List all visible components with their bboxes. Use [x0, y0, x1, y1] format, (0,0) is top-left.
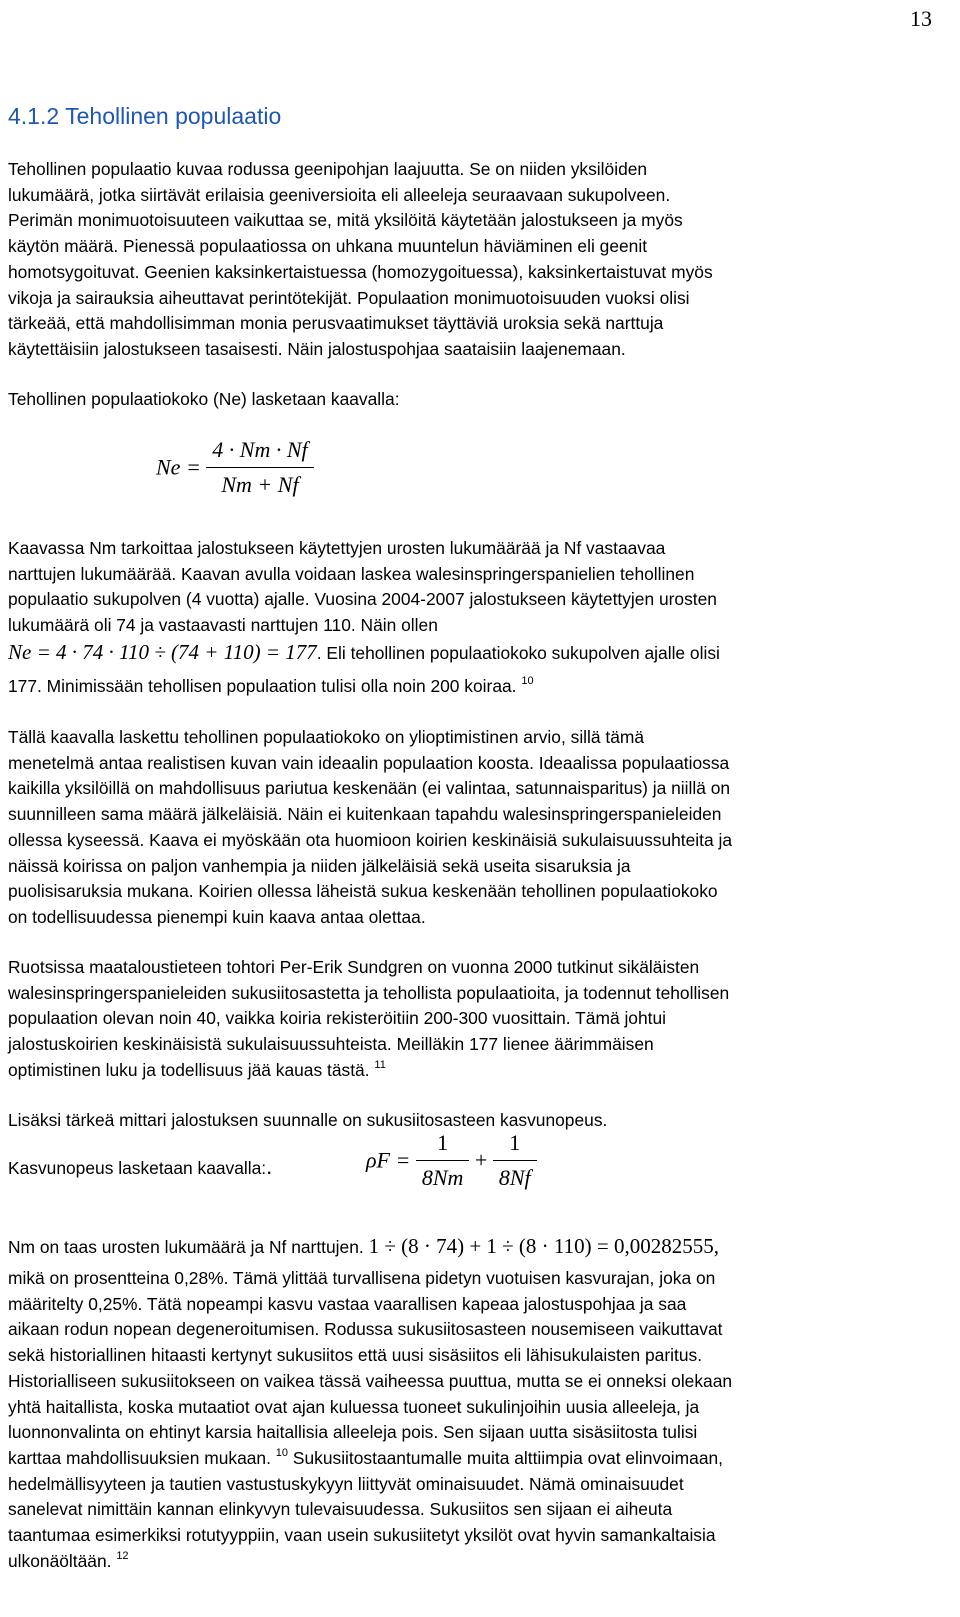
explanation-last-line [8, 674, 950, 700]
footnote-ref: 10 [275, 1446, 289, 1459]
rate-term1-numerator: 1 [416, 1130, 470, 1161]
sweden-line: walesinspringerspanieleiden sukusiitosastetta ja tehollista populaatioita, ja todennut tehollisen [8, 982, 730, 1003]
final-line: Historialliseen sukusiitokseen on vaikea tässä vaiheessa puuttua, mutta se ei onneksi olekaan [8, 1370, 733, 1391]
intro-line: homotsygoituvat. Geenien kaksinkertaistuessa (homozygoituessa), kaksinkertaistuvat myös [8, 261, 713, 282]
final-line: luonnonvalinta on ehtinyt karsia haitallisia alleeleja pois. Sen sijaan uutta sisäsiitosta tulisi [8, 1422, 698, 1443]
intro-line: tärkeää, että mahdollisimman monia perusvaatimukset täyttäviä uroksia sekä narttuja [8, 313, 664, 334]
ne-formula [156, 437, 314, 498]
critique-line: suunnilleen sama määrä jälkeläisiä. Näin ei kuitenkaan tapahdu walesinspringerspanieleiden [8, 804, 722, 825]
rate-calc-tail: , [713, 1234, 719, 1258]
ne-calculation-tail: . Eli tehollinen populaatiokoko sukupolven ajalle olisi [316, 643, 720, 663]
intro-line: lukumäärä, jotka siirtävät erilaisia geeniversioita eli alleeleja seuraavaan sukupolveen. [8, 184, 671, 205]
rate-term2-denominator: 8Nf [498, 1165, 531, 1190]
rate-calc-prefix: Nm on taas urosten lukumäärä ja Nf narttujen. [8, 1237, 364, 1257]
rate-formula-term2 [493, 1130, 537, 1191]
footnote-ref: 10 [521, 675, 534, 687]
final-line: karttaa mahdollisuuksien mukaan. $^{10}$ Sukusiitostaantumalle muita alttiimpia ovat elinvoimaan, [8, 1446, 724, 1468]
explanation-line: lukumäärä oli 74 ja vastaavasti narttujen 110. Näin ollen [8, 615, 438, 636]
inbreeding-intro-text: Lisäksi tärkeä mittari jalostuksen suunnalle on sukusiitosasteen kasvunopeus. [8, 1110, 608, 1130]
intro-line: Tehollinen populaatio kuvaa rodussa geenipohjan laajuutta. Se on niiden yksilöiden [8, 159, 648, 179]
final-line: sanelevat nimittäin kannan elinkyvyn tulevaisuudessa. Sukusiitos sen sijaan ei aiheuta [8, 1499, 673, 1520]
explanation-line: narttujen lukumäärää. Kaavan avulla voidaan laskea walesinspringerspanielien tehollinen [8, 563, 695, 584]
rate-formula [366, 1130, 537, 1191]
footnote-ref: 12 [116, 1549, 129, 1562]
final-line: määritelty 0,25%. Tätä nopeampi kasvu vastaa vaarallisen kapeaa jalostuspohjaa ja saa [8, 1293, 687, 1314]
rate-calculation: 1 ÷ (8 · 74) + 1 ÷ (8 · 110) = 0,00282555 [368, 1234, 714, 1258]
intro-line: Perimän monimuotoisuuteen vaikuttaa se, mitä yksilöitä käytetään jalostukseen ja myös [8, 210, 683, 231]
rate-formula-lhs: ρF = [366, 1147, 411, 1173]
final-line: yhtä haitallista, koska mutaatiot ovat ajan kuluessa tuoneet sukulinjoihin uusia alleeleja, ja [8, 1396, 700, 1417]
sweden-line: jalostuskoirien keskinäisistä sukulaisuussuhteista. Meilläkin 177 lienee äärimmäisen [8, 1034, 654, 1055]
rate-formula-term1 [416, 1130, 470, 1191]
final-line: aikaan rodun nopean degeneroitumisen. Rodussa sukusiitosasteen nousemiseen vaikuttavat [8, 1319, 723, 1340]
rate-term1-denominator: 8Nm [421, 1165, 464, 1190]
critique-line: kaikilla yksilöillä on mahdollisuus pariutua keskenään (ei valintaa, satunnaisparitus) ja niillä on [8, 778, 731, 799]
final-paragraph [8, 1266, 950, 1574]
explanation-paragraph [8, 536, 950, 639]
sweden-line: optimistinen luku ja todellisuus jää kauas tästä. $^{11}$ [8, 1058, 386, 1080]
intro-line: käytön määrä. Pienessä populaatiossa on uhkana muuntelun häviäminen eli geenit [8, 236, 648, 257]
ne-calculation: Ne = 4 · 74 · 110 ÷ (74 + 110) = 177 [8, 640, 317, 664]
ne-formula-lhs: Ne = [156, 454, 201, 480]
ne-formula-denominator: Nm + Nf [221, 472, 299, 497]
final-line: ulkonäöltään. $^{12}$ [8, 1549, 129, 1571]
page-number: 13 [910, 6, 932, 31]
explanation-last-text: 177. Minimissään tehollisen populaation tulisi olla noin 200 koiraa. [8, 676, 517, 696]
critique-line: on todellisuudessa pienempi kuin kaava antaa olettaa. [8, 906, 426, 927]
critique-line: näissä koirissa on paljon vanhempia ja niiden jälkeläisiä sekä useita sisaruksia ja [8, 855, 631, 876]
rate-formula-plus: + [474, 1147, 488, 1173]
sweden-line: populaation olevan noin 40, vaikka koiria rekisteröitiin 200-300 vuosittain. Tämä johtui [8, 1008, 667, 1029]
final-line: hedelmällisyyteen ja tautien vastustuskykyyn liittyvät ominaisuudet. Nämä ominaisuudet [8, 1473, 684, 1494]
section-title: 4.1.2 Tehollinen populaatio [8, 103, 282, 129]
final-line: taantumaa esimerkiksi rotutyyppiin, vaan usein sukusiitetyt yksilöt ovat hyvin samankaltaisia [8, 1525, 716, 1546]
sweden-line: Ruotsissa maataloustieteen tohtori Per-Erik Sundgren on vuonna 2000 tutkinut sikäläisten [8, 957, 700, 977]
critique-line: Tällä kaavalla laskettu tehollinen populaatiokoko on ylioptimistinen arvio, sillä tämä [8, 727, 645, 747]
rate-label: Kasvunopeus lasketaan kaavalla: [8, 1158, 267, 1178]
formula-intro [8, 387, 950, 413]
final-line: sekä historiallinen hitaasti kertynyt sukusiitos että uusi sisäsiitos eli lähisukulaisten paritus. [8, 1345, 703, 1366]
footnote-ref: 11 [374, 1058, 386, 1071]
critique-line: ollessa kyseessä. Kaava ei myöskään ota huomioon koirien keskinäisiä sukulaisuussuhteita ja [8, 829, 733, 850]
sweden-paragraph [8, 955, 950, 1084]
critique-line: puolisisaruksia mukana. Koirien ollessa läheistä sukua keskenään tehollinen populaatiokoko [8, 881, 718, 902]
rate-term2-numerator: 1 [493, 1130, 537, 1161]
intro-line: käytettäisiin jalostukseen tasaisesti. Näin jalostuspohjaa saataisiin laajenemaan. [8, 338, 626, 359]
rate-label-line: Kasvunopeus lasketaan kaavalla:. [8, 1154, 273, 1179]
intro-line: vikoja ja sairauksia aiheuttavat perintötekijät. Populaation monimuotoisuuden vuoksi olisi [8, 287, 690, 308]
ne-formula-fraction [206, 437, 313, 498]
critique-paragraph [8, 725, 950, 931]
explanation-line: Kaavassa Nm tarkoittaa jalostukseen käytettyjen urosten lukumäärää ja Nf vastaavaa [8, 538, 666, 558]
final-line: mikä on prosentteina 0,28%. Tämä ylittää turvallisena pidetyn vuotuisen kasvurajan, joka on [8, 1268, 716, 1288]
critique-line: menetelmä antaa realistisen kuvan vain ideaalin populaation koosta. Ideaalissa populaatiossa [8, 752, 730, 773]
ne-calculation-line [8, 640, 950, 667]
explanation-line: populaatio sukupolven (4 vuotta) ajalle. Vuosina 2004-2007 jalostukseen käytettyjen urosten [8, 589, 717, 610]
intro-paragraph [8, 157, 950, 363]
rate-calculation-line [8, 1234, 950, 1261]
ne-formula-numerator: 4 · Nm · Nf [206, 437, 313, 468]
formula-intro-text: Tehollinen populaatiokoko (Ne) lasketaan kaavalla: [8, 389, 400, 409]
